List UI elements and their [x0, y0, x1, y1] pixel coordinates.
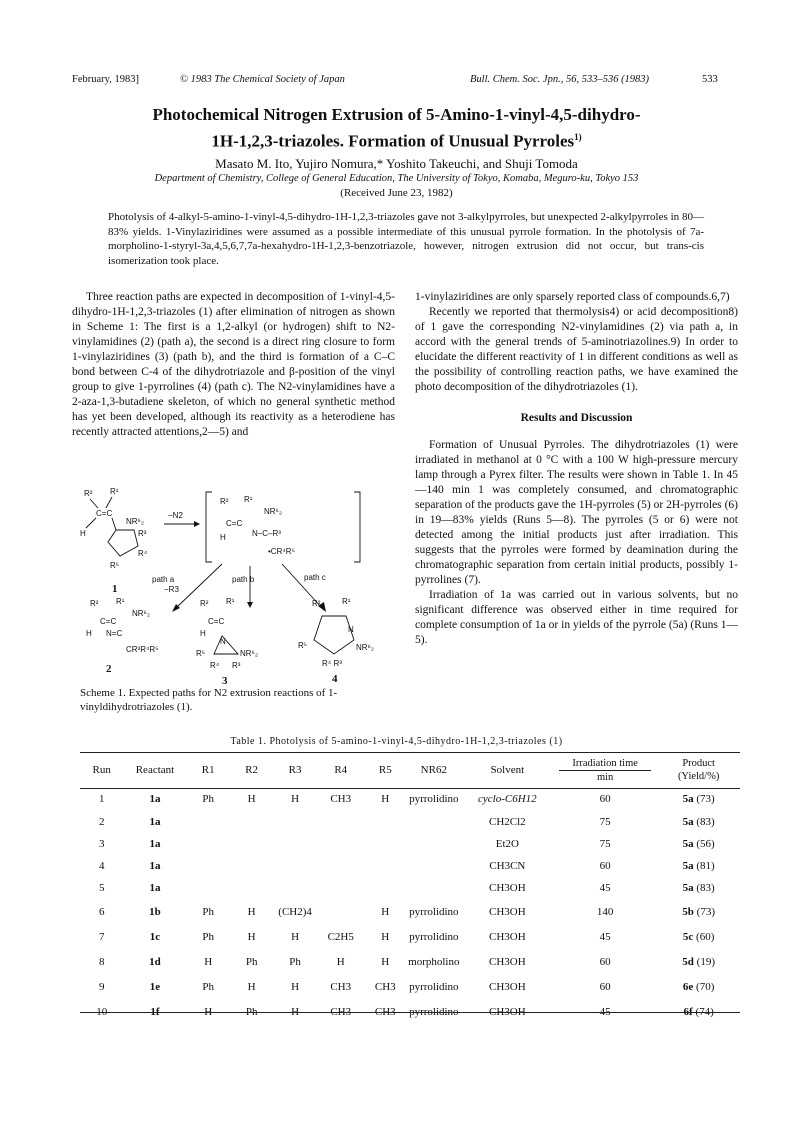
svg-text:R⁵: R⁵ [110, 561, 120, 570]
table-cell [317, 811, 365, 833]
right-column [415, 290, 738, 648]
table-cell-product: 5b (73) [682, 905, 715, 918]
table-cell: 45 [599, 882, 611, 894]
table-cell [365, 833, 406, 855]
table-cell: pyrrolidino [409, 930, 459, 943]
table-cell: H [247, 792, 256, 805]
table-row [80, 811, 740, 833]
table-header-cell: R4 [334, 764, 348, 776]
svg-text:R³: R³ [232, 661, 241, 670]
table-cell: H [291, 1005, 300, 1018]
table-rule-top [80, 752, 740, 753]
table-cell: H [381, 930, 390, 943]
table-cell: 60 [599, 792, 611, 805]
svg-text:R⁴: R⁴ [138, 549, 148, 558]
abstract: Photolysis of 4-alkyl-5-amino-1-vinyl-4,5-dihydro-1H-1,2,3-triazoles gave not 3-alkylpyrroles, but unexpected 2-alkylpyrroles in 80—83% yields. 1-Vinylaziridines were assumed as a possible intermediate of this unusual pyrrole formation. In the photolysis of 7a-morpholino-1-styryl-3a,4,5,6,7,7a-hexahydro-1H-1,2,3-benzotriazole, however, nitrogen extrusion did not occur, but trans-cis isomerization took place. [108, 211, 704, 267]
left-column [72, 290, 395, 440]
table-cell [365, 855, 406, 877]
table-cell: 2 [98, 816, 105, 828]
paragraph: Irradiation of 1a was carried out in various solvents, but no significant difference was observed either in time required for complete consumption of 1a or in yields of the pyrrole (5a) (Runs 1—5). [415, 589, 738, 646]
table-cell: H [247, 980, 256, 993]
table-cell: 45 [599, 1005, 611, 1018]
table-header-cell: R1 [201, 764, 215, 776]
header-journal: Bull. Chem. Soc. Jpn., 56, 533–536 (1983) [470, 74, 650, 85]
svg-text:R⁵: R⁵ [196, 649, 206, 658]
table-cell: Ph [245, 955, 258, 968]
table-header-cell: Product (Yield/%) [677, 758, 720, 782]
table-cell [186, 833, 229, 855]
table-cell: 4 [98, 860, 105, 872]
table-rule-header [80, 788, 740, 789]
svg-text:R²: R² [84, 489, 93, 498]
section-heading: Results and Discussion [520, 412, 633, 424]
table-cell: pyrrolidino [409, 980, 459, 993]
table-cell: Ph [202, 930, 214, 943]
table-cell: 60 [599, 980, 611, 993]
table-cell [273, 811, 316, 833]
table-cell: 8 [98, 955, 105, 968]
svg-text:R³: R³ [138, 529, 147, 538]
table-cell: Ph [202, 980, 214, 993]
table-cell: (CH2)4 [278, 905, 312, 918]
table-cell: H [204, 955, 213, 968]
table-row [80, 877, 740, 899]
svg-text:N=C: N=C [106, 629, 123, 638]
header-page-number: 533 [702, 74, 718, 85]
table-cell: Ph [202, 905, 214, 918]
table-cell: H [381, 955, 390, 968]
table-cell: 1 [98, 792, 105, 805]
table-cell [230, 855, 273, 877]
table-cell [406, 811, 462, 833]
table-cell: pyrrolidino [409, 1005, 459, 1018]
svg-text:R⁴: R⁴ [210, 661, 220, 670]
svg-text:R²: R² [200, 599, 209, 608]
table-cell: 75 [599, 838, 611, 850]
table-cell: CH3OH [489, 882, 526, 894]
table-cell: H [381, 792, 390, 805]
table-cell [273, 877, 316, 899]
svg-text:H: H [200, 629, 206, 638]
table-cell-product: 5a (73) [682, 792, 715, 805]
table-cell [365, 811, 406, 833]
table-cell: C2H5 [327, 930, 354, 943]
paragraph: Formation of Unusual Pyrroles. The dihydrotriazoles (1) were irradiated in methanol at 0 °C with a 100 W high-pressure mercury lamp through a Pyrex filter. The results were shown in Table 1. In 45—140 min 1 was completely consumed, and chromatographic separation of the products gave the 1H-pyrroles (5) or 2H-pyrroles (6) in 19—83% yields (Runs 5—8). The pyrroles (5 or 6) were not detected among the initial products just after irradiation. This suggests that the pyrroles were formed by deamination during the chromatographic separation from certain initial products, possibly 1-pyrrolines (7). [415, 439, 738, 586]
compound-1-structure [80, 487, 148, 570]
table-cell: 3 [98, 838, 105, 850]
table-row [80, 899, 740, 924]
table-cell [230, 833, 273, 855]
table-cell: CH3 [330, 980, 352, 993]
paragraph: Three reaction paths are expected in decomposition of 1-vinyl-4,5-dihydro-1H-1,2,3-triazoles (1) after elimination of nitrogen as shown in Scheme 1: The first is a 1,2-alkyl (or hydrogen) shift to N2-vinylamidines (2) (path a), the second is a direct ring closure to form 1-vinylaziridines (3) (path b), and the third is formation of a C–C bond between C-4 of the dihydrotriazole and β-position of the vinyl group to give 1-pyrrolines (4) (path c). The N2-vinylamidines have a 2-aza-1,3-butadiene skeleton, of which no general synthetic method has yet been developed, although its reactivity as a heterodiene has recently attracted attentions,2—5) and [72, 291, 395, 438]
table-cell: H [381, 905, 390, 918]
svg-text:R²: R² [312, 599, 321, 608]
table-cell: Et2O [495, 838, 519, 850]
table-row [80, 924, 740, 949]
table-cell: pyrrolidino [409, 905, 459, 918]
svg-text:C=C: C=C [100, 617, 117, 626]
table-cell: CH3OH [489, 905, 526, 918]
table-cell: Ph [245, 1005, 258, 1018]
table-cell [273, 855, 316, 877]
path-a-label: path a [152, 575, 175, 584]
table-cell: 5 [98, 882, 105, 894]
svg-text:H: H [80, 529, 86, 538]
table-header-cell: R2 [245, 764, 259, 776]
table-caption: Table 1. Photolysis of 5-amino-1-vinyl-4,5-dihydro-1H-1,2,3-triazoles (1) [230, 736, 563, 747]
table-row [80, 949, 740, 974]
paper-title-line1: Photochemical Nitrogen Extrusion of 5-Amino-1-vinyl-4,5-dihydro- [152, 105, 641, 124]
table-cell: 7 [98, 930, 105, 943]
svg-text:C=C: C=C [226, 519, 243, 528]
table-cell: H [247, 905, 256, 918]
table-cell: 1a [149, 792, 161, 805]
table-cell: CH3 [330, 792, 352, 805]
received-date: (Received June 23, 1982) [340, 187, 453, 199]
table-cell: 9 [98, 980, 105, 993]
compound-label: 3 [222, 675, 228, 684]
table-cell: 1a [149, 882, 161, 894]
paper-title-line2: 1H-1,2,3-triazoles. Formation of Unusual Pyrroles$^{1)}$ [211, 131, 582, 151]
table-cell: 6 [98, 905, 105, 918]
table-header-cell: Solvent [490, 764, 525, 776]
svg-text:NR⁶₂: NR⁶₂ [240, 649, 258, 658]
table-cell: 1a [149, 838, 161, 850]
table-cell: 1f [150, 1005, 160, 1018]
svg-text:CR³R⁴R⁵: CR³R⁴R⁵ [126, 645, 159, 654]
table-cell: 140 [596, 905, 614, 918]
svg-text:•CR⁴R⁵: •CR⁴R⁵ [268, 547, 295, 556]
affiliation: Department of Chemistry, College of General Education, The University of Tokyo, Komaba, Meguro-ku, Tokyo 153 [154, 173, 639, 184]
table-cell: 45 [599, 930, 611, 943]
r3-shift-label: −R3 [164, 585, 179, 594]
svg-text:R¹: R¹ [226, 597, 235, 606]
table-row [80, 855, 740, 877]
scheme-caption: Scheme 1. Expected paths for N2 extrusion reactions of 1-vinyldihydrotriazoles (1). [80, 687, 338, 713]
table-rule-bottom [80, 1012, 740, 1013]
n2-loss-label: −N2 [168, 511, 183, 520]
table-cell-product: 5d (19) [682, 955, 715, 968]
table-cell: cyclo-C6H12 [478, 792, 537, 805]
table-cell-product: 6e (70) [682, 980, 715, 993]
svg-text:C=C: C=C [208, 617, 225, 626]
svg-text:NR⁶₂: NR⁶₂ [126, 517, 144, 526]
table-cell: CH2Cl2 [489, 816, 526, 828]
table-cell: pyrrolidino [409, 792, 459, 805]
table-cell: 10 [96, 1005, 108, 1018]
svg-text:R²: R² [90, 599, 99, 608]
svg-text:R¹: R¹ [342, 597, 351, 606]
table-cell-product: 5c (60) [682, 930, 715, 943]
compound-label: 1 [112, 583, 118, 595]
path-c-label: path c [304, 573, 326, 582]
table-cell-product: 5a (83) [682, 816, 715, 828]
table-cell: H [291, 792, 300, 805]
table-cell [186, 877, 229, 899]
table-cell: 60 [599, 860, 611, 872]
table-cell: 1a [149, 860, 161, 872]
table-row [80, 833, 740, 855]
table-cell [186, 811, 229, 833]
svg-text:R¹: R¹ [244, 495, 253, 504]
table-cell: CH3 [374, 980, 396, 993]
table-cell [406, 855, 462, 877]
svg-text:N: N [220, 637, 226, 646]
table-cell: Ph [289, 955, 301, 968]
table-row [80, 786, 740, 811]
table-cell: 1e [149, 980, 161, 993]
svg-text:R⁴ R³: R⁴ R³ [322, 659, 342, 668]
svg-text:NR⁶₂: NR⁶₂ [356, 643, 374, 652]
table-cell: H [204, 1005, 213, 1018]
table-cell: CH3 [330, 1005, 352, 1018]
compound-label: 2 [106, 663, 112, 675]
svg-text:R¹: R¹ [116, 597, 125, 606]
table-cell: H [291, 930, 300, 943]
table-cell: 1b [149, 905, 161, 918]
table-cell: 1d [149, 955, 161, 968]
table-cell [273, 833, 316, 855]
table-cell: CH3OH [489, 955, 526, 968]
table-cell: CH3OH [489, 1005, 526, 1018]
table-cell [230, 811, 273, 833]
table-cell [317, 877, 365, 899]
svg-text:H: H [220, 533, 226, 542]
table-cell [317, 855, 365, 877]
table-cell: H [247, 930, 256, 943]
header-copyright: © 1983 The Chemical Society of Japan [180, 74, 345, 85]
svg-text:R¹: R¹ [110, 487, 119, 496]
table-cell: CH3OH [489, 980, 526, 993]
table-header-cell: Run [92, 764, 111, 776]
table-cell: Ph [202, 792, 214, 805]
table-cell: 60 [599, 955, 611, 968]
table-cell [317, 899, 365, 924]
table-cell [365, 877, 406, 899]
authors: Masato M. Ito, Yujiro Nomura,* Yoshito Takeuchi, and Shuji Tomoda [215, 156, 578, 171]
path-b-label: path b [232, 575, 255, 584]
svg-text:NR⁶₂: NR⁶₂ [264, 507, 282, 516]
svg-text:C=C: C=C [96, 509, 113, 518]
table-row [80, 974, 740, 999]
table-header-cell: R5 [378, 764, 392, 776]
table-cell-product: 5a (83) [682, 882, 715, 894]
table-cell: H [291, 980, 300, 993]
table-header-cell: Irradiation time min [553, 754, 657, 786]
table-cell [317, 833, 365, 855]
table-cell-product: 6f (74) [683, 1005, 714, 1018]
table-cell: CH3 [374, 1005, 396, 1018]
table-cell: CH3CN [489, 860, 526, 872]
svg-text:N–C–R³: N–C–R³ [252, 529, 281, 538]
results-table [80, 754, 740, 1024]
table-cell: 75 [599, 816, 611, 828]
compound-label: 4 [332, 673, 338, 684]
table-header-cell: NR62 [420, 764, 447, 776]
table-cell-product: 5a (56) [682, 838, 715, 850]
table-header-cell: R3 [288, 764, 302, 776]
paragraph: 1-vinylaziridines are only sparsely reported class of compounds.6,7) [415, 291, 730, 303]
table-cell: CH3OH [489, 930, 526, 943]
table-cell: 1c [149, 930, 161, 943]
table-cell: H [336, 955, 345, 968]
table-cell [186, 855, 229, 877]
header-date: February, 1983] [72, 74, 139, 85]
svg-text:R²: R² [220, 497, 229, 506]
svg-text:R⁵: R⁵ [298, 641, 308, 650]
svg-text:NR⁶₂: NR⁶₂ [132, 609, 150, 618]
table-cell: 1a [149, 816, 161, 828]
table-cell [406, 877, 462, 899]
table-cell [230, 877, 273, 899]
scheme-1-diagram [72, 484, 395, 684]
paragraph: Recently we reported that thermolysis4) or acid decomposition8) of 1 gave the corresponding N2-vinylamidines (2) via path a, in accord with the general trends of 5-aminotriazolines.9) In order to elucidate the different reactivity of 1 in different conditions as well as the possibility of controlling reaction paths, we have examined the photo decomposition of the dihydrotriazoles (1). [415, 306, 738, 393]
svg-text:N: N [348, 625, 354, 634]
table-cell [406, 833, 462, 855]
table-header-cell: Reactant [135, 764, 175, 776]
table-cell-product: 5a (81) [682, 860, 715, 872]
svg-text:H: H [86, 629, 92, 638]
table-cell: morpholino [408, 955, 460, 968]
